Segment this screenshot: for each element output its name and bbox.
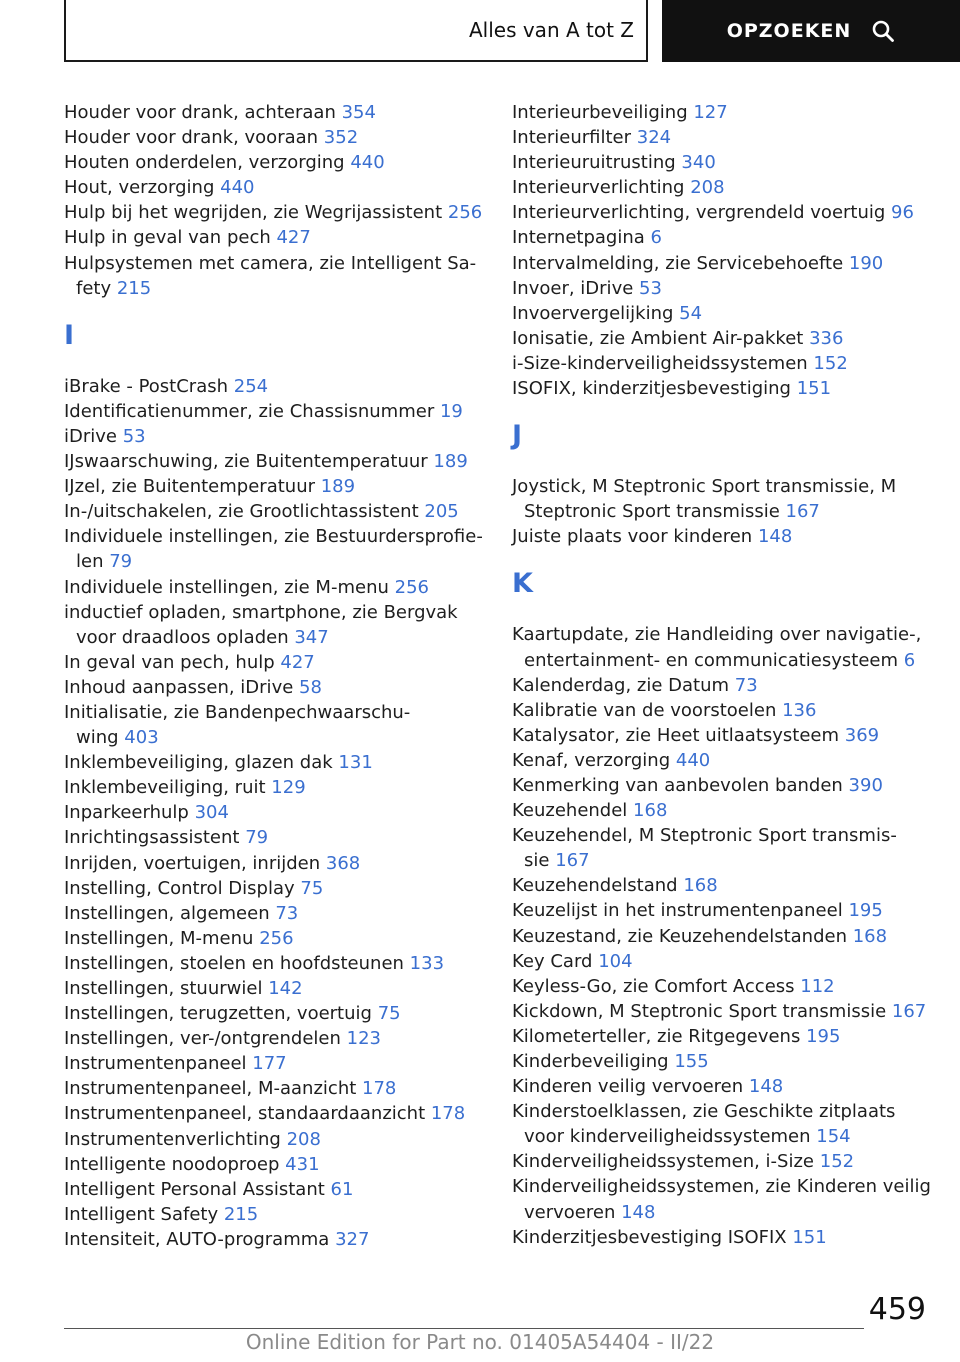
index-letter-heading: K: [512, 568, 533, 600]
page-reference-link[interactable]: 215: [223, 1203, 259, 1225]
page-reference-link[interactable]: 75: [300, 877, 324, 899]
index-entry: [512, 974, 942, 999]
page-reference-link[interactable]: 256: [394, 576, 429, 598]
page-reference-link[interactable]: 324: [636, 127, 672, 149]
entry-text: Intelligent Personal Assistant: [64, 1178, 325, 1200]
entry-text: Kinderstoelklassen, zie Geschikte zitplaats: [512, 1101, 896, 1123]
entry-text: Internetpagina: [512, 227, 645, 249]
entry-text: Kinderzitjesbevestiging ISOFIX: [512, 1226, 787, 1248]
page-reference-link[interactable]: 440: [220, 177, 255, 199]
index-entry: [64, 700, 494, 750]
index-entry: [64, 251, 494, 301]
page-reference-link[interactable]: 6: [650, 227, 662, 249]
entry-text: i-Size-kinderveiligheidssystemen: [512, 352, 808, 374]
page-reference-link[interactable]: 123: [346, 1028, 381, 1050]
entry-text: Inrijden, voertuigen, inrijden: [64, 852, 321, 874]
page-reference-link[interactable]: 431: [285, 1153, 320, 1175]
entry-text: fety: [76, 277, 112, 299]
index-entry: [64, 976, 494, 1001]
entry-text: Hulp bij het wegrijden, zie Wegrijassistent: [64, 202, 443, 224]
page-reference-link[interactable]: 168: [683, 875, 718, 897]
entry-text: Instelling, Control Display: [64, 877, 295, 899]
entry-text: Houder voor drank, vooraan: [64, 127, 319, 149]
entry-text: Interieurverlichting: [512, 177, 685, 199]
index-entry: [64, 225, 494, 250]
entry-text: Keuzehendelstand: [512, 875, 678, 897]
index-entry: [512, 823, 942, 873]
entry-text: Inhoud aanpassen, iDrive: [64, 676, 294, 698]
entry-text: Kinderen veilig vervoeren: [512, 1076, 744, 1098]
page-reference-link[interactable]: 151: [792, 1226, 827, 1248]
index-entry: [64, 424, 494, 449]
entry-text: Keyless-Go, zie Comfort Access: [512, 975, 795, 997]
footer-edition: Online Edition for Part no. 01405A54404 - II/22: [245, 1330, 715, 1354]
index-entry: [512, 150, 942, 175]
page-reference-link[interactable]: 142: [268, 978, 303, 999]
entry-text: Steptronic Sport transmissie: [524, 501, 780, 523]
entry-text: Kaartupdate, zie Handleiding over navigatie-,: [512, 624, 922, 646]
index-entry: [512, 924, 942, 949]
page-reference-link[interactable]: 254: [233, 375, 269, 397]
section-title: Alles van A tot Z: [468, 18, 634, 42]
entry-text: Instellingen, M-menu: [64, 927, 254, 949]
index-entry: [512, 1074, 942, 1099]
entry-text: Intelligent Safety: [64, 1203, 219, 1225]
entry-text: Invoervergelijking: [512, 302, 674, 324]
entry-text: Initialisatie, zie Bandenpechwaarschu-: [64, 701, 411, 723]
index-entry: [512, 326, 942, 351]
entry-text: Hout, verzorging: [64, 177, 215, 199]
entry-text: IJzel, zie Buitentemperatuur: [64, 476, 315, 498]
page-reference-link[interactable]: 152: [813, 352, 848, 374]
page-reference-link[interactable]: 369: [844, 724, 880, 746]
page-reference-link[interactable]: 96: [891, 202, 914, 224]
index-entry: [512, 276, 942, 301]
page-reference-link[interactable]: 168: [852, 925, 888, 947]
entry-text: Intervalmelding, zie Servicebehoefte: [512, 252, 844, 274]
page-reference-link[interactable]: 104: [598, 950, 633, 972]
entry-text: Inrichtingsassistent: [64, 827, 240, 849]
index-entry: [512, 673, 942, 698]
index-entry: [512, 1049, 942, 1074]
search-label: OPZOEKEN: [726, 20, 852, 42]
entry-text: Houder voor drank, achteraan: [64, 102, 336, 123]
index-entry: [512, 1225, 942, 1250]
page-reference-link[interactable]: 440: [675, 749, 711, 771]
index-entry: [64, 1227, 494, 1252]
page-reference-link[interactable]: 136: [782, 699, 817, 721]
entry-text: Katalysator, zie Heet uitlaatsysteem: [512, 724, 840, 746]
page-reference-link[interactable]: 336: [809, 327, 844, 349]
entry-text: entertainment- en communicatiesysteem: [524, 649, 899, 671]
entry-text: In-/uitschakelen, zie Grootlichtassistent: [64, 501, 419, 523]
index-entry: [512, 351, 942, 376]
entry-text: Individuele instellingen, zie Bestuurdersprofie-: [64, 526, 483, 548]
entry-text: Kinderveiligheidssystemen, zie Kinderen veilig: [512, 1176, 931, 1198]
entry-text: Kickdown, M Steptronic Sport transmissie: [512, 1000, 887, 1022]
page-reference-link[interactable]: 127: [693, 102, 728, 123]
index-entry: [512, 125, 942, 150]
entry-text: Joystick, M Steptronic Sport transmissie, M: [512, 476, 897, 498]
page-reference-link[interactable]: 152: [819, 1151, 855, 1173]
index-entry: [64, 675, 494, 700]
index-entry: [512, 1024, 942, 1049]
page-reference-link[interactable]: 167: [891, 1000, 927, 1022]
index-entry: [64, 650, 494, 675]
entry-text: Key Card: [512, 950, 593, 972]
entry-text: Invoer, iDrive: [512, 277, 634, 299]
page-reference-link[interactable]: 327: [335, 1228, 370, 1250]
entry-text: Kinderveiligheidssystemen, i-Size: [512, 1151, 815, 1173]
index-entry: [64, 524, 494, 574]
index-entry: [64, 775, 494, 800]
entry-text: Instellingen, stuurwiel: [64, 978, 263, 999]
index-entry: [64, 1001, 494, 1026]
entry-text: Ionisatie, zie Ambient Air-pakket: [512, 327, 804, 349]
entry-text: Keuzehendel, M Steptronic Sport transmis-: [512, 825, 897, 847]
index-column-left: [64, 100, 494, 1252]
entry-text: Kalibratie van de voorstoelen: [512, 699, 777, 721]
entry-text: inductief opladen, smartphone, zie Bergvak: [64, 601, 458, 623]
page-reference-link[interactable]: 340: [681, 152, 716, 174]
page-reference-link[interactable]: 352: [323, 127, 359, 149]
page-reference-link[interactable]: 131: [338, 752, 373, 774]
index-entry: [64, 150, 494, 175]
index-entry: [512, 748, 942, 773]
entry-text: Instrumentenpaneel, M-aanzicht: [64, 1078, 357, 1100]
page-reference-link[interactable]: 190: [848, 252, 884, 274]
index-entry: [512, 873, 942, 898]
page-reference-link[interactable]: 53: [639, 277, 662, 299]
index-entry: [512, 175, 942, 200]
index-entry: [64, 750, 494, 775]
index-entry: [64, 449, 494, 474]
entry-text: In geval van pech, hulp: [64, 651, 275, 673]
page-reference-link[interactable]: 195: [848, 900, 883, 922]
index-entry: [512, 200, 942, 225]
index-entry: [512, 524, 942, 549]
entry-text: wing: [76, 727, 119, 749]
index-entry: [512, 898, 942, 923]
entry-text: IJswaarschuwing, zie Buitentemperatuur: [64, 451, 428, 473]
entry-text: Keuzehendel: [512, 800, 628, 822]
entry-text: Intelligente noodoproep: [64, 1153, 280, 1175]
page-reference-link[interactable]: 403: [124, 727, 159, 749]
page-reference-link[interactable]: 178: [362, 1078, 397, 1100]
index-entry: [512, 376, 942, 401]
entry-text: vervoeren: [524, 1201, 616, 1223]
index-entry: [64, 1026, 494, 1051]
entry-text: Kilometerteller, zie Ritgegevens: [512, 1025, 801, 1047]
index-entry: [512, 773, 942, 798]
entry-text: Instellingen, ver-/ontgrendelen: [64, 1028, 341, 1050]
page-reference-link[interactable]: 347: [294, 626, 329, 648]
page-reference-link[interactable]: 390: [848, 774, 883, 796]
entry-text: Keuzelijst in het instrumentenpaneel: [512, 900, 843, 922]
entry-text: Interieurverlichting, vergrendeld voertuig: [512, 202, 886, 224]
index-entry: [512, 100, 942, 125]
index-entry: [64, 200, 494, 225]
index-entry: [64, 901, 494, 926]
index-entry: [64, 499, 494, 524]
index-entry: [64, 474, 494, 499]
entry-text: Kinderbeveiliging: [512, 1051, 669, 1072]
entry-text: Kenmerking van aanbevolen banden: [512, 774, 843, 796]
entry-text: Interieurfilter: [512, 127, 632, 149]
page-reference-link[interactable]: 427: [276, 227, 311, 249]
page-reference-link[interactable]: 151: [796, 378, 832, 400]
entry-text: Instrumentenpaneel, standaardaanzicht: [64, 1103, 426, 1125]
page-reference-link[interactable]: 155: [674, 1051, 709, 1072]
page-reference-link[interactable]: 440: [350, 152, 385, 174]
index-entry: [512, 301, 942, 326]
search-button[interactable]: [662, 0, 960, 62]
index-entry: [64, 1127, 494, 1152]
index-entry: [512, 798, 942, 823]
page-reference-link[interactable]: 178: [430, 1103, 466, 1125]
index-entry: [512, 999, 942, 1024]
entry-text: Instellingen, stoelen en hoofdsteunen: [64, 952, 404, 974]
page-reference-link[interactable]: 368: [325, 852, 361, 874]
page-reference-link[interactable]: 148: [621, 1201, 656, 1223]
entry-text: Identificatienummer, zie Chassisnummer: [64, 400, 435, 422]
page-reference-link[interactable]: 195: [806, 1025, 841, 1047]
index-entry: [64, 1152, 494, 1177]
entry-text: iDrive: [64, 425, 117, 447]
page-reference-link[interactable]: 112: [800, 975, 835, 997]
index-entry: [64, 1177, 494, 1202]
index-entry: [512, 1174, 942, 1224]
page-reference-link[interactable]: 79: [245, 827, 269, 849]
index-entry: [64, 800, 494, 825]
page-reference-link[interactable]: 19: [439, 400, 463, 422]
entry-text: Hulp in geval van pech: [64, 227, 271, 249]
page-reference-link[interactable]: 133: [409, 952, 445, 974]
entry-text: Interieuruitrusting: [512, 152, 676, 174]
index-entry: [64, 1202, 494, 1227]
index-entry: [64, 825, 494, 850]
index-entry: [64, 575, 494, 600]
entry-text: Intensiteit, AUTO-programma: [64, 1228, 330, 1250]
index-entry: [512, 622, 942, 672]
entry-text: Houten onderdelen, verzorging: [64, 152, 345, 174]
footer-divider: [64, 1328, 864, 1329]
entry-text: sie: [524, 850, 550, 872]
page-reference-link[interactable]: 79: [109, 551, 133, 573]
index-entry: [64, 1051, 494, 1076]
page-reference-link[interactable]: 148: [748, 1076, 784, 1098]
page-reference-link[interactable]: 6: [903, 649, 916, 671]
entry-text: Kalenderdag, zie Datum: [512, 674, 730, 696]
page-reference-link[interactable]: 215: [116, 277, 152, 299]
index-entry: [64, 876, 494, 901]
index-entry: [512, 474, 942, 524]
entry-text: Interieurbeveiliging: [512, 102, 688, 123]
index-column-right: [512, 100, 942, 1250]
entry-text: Hulpsystemen met camera, zie Intelligent Sa-: [64, 252, 477, 274]
page-reference-link[interactable]: 208: [690, 177, 725, 199]
index-entry: [512, 698, 942, 723]
entry-text: Inparkeerhulp: [64, 802, 189, 824]
index-entry: [64, 951, 494, 976]
page-reference-link[interactable]: 154: [816, 1126, 851, 1148]
page-reference-link[interactable]: 168: [633, 800, 668, 822]
page-reference-link[interactable]: 427: [280, 651, 315, 673]
index-entry: [512, 251, 942, 276]
entry-text: Instrumentenverlichting: [64, 1128, 281, 1150]
entry-text: Instellingen, terugzetten, voertuig: [64, 1003, 372, 1025]
entry-text: Inklembeveiliging, ruit: [64, 777, 266, 799]
entry-text: Instellingen, algemeen: [64, 902, 270, 924]
page-reference-link[interactable]: 205: [424, 501, 459, 523]
entry-text: Instrumentenpaneel: [64, 1053, 247, 1075]
index-entry: [512, 723, 942, 748]
page-reference-link[interactable]: 148: [757, 526, 793, 548]
page-reference-link[interactable]: 354: [341, 102, 376, 123]
page-reference-link[interactable]: 53: [122, 425, 146, 447]
page-reference-link[interactable]: 167: [785, 501, 820, 523]
page-reference-link[interactable]: 75: [377, 1003, 401, 1025]
page-reference-link[interactable]: 58: [299, 676, 322, 698]
page-reference-link[interactable]: 129: [271, 777, 306, 799]
index-letter-heading: I: [64, 319, 75, 351]
index-entry: [64, 374, 494, 399]
index-entry: [64, 100, 494, 125]
index-entry: [512, 1149, 942, 1174]
top-navigation: [64, 0, 960, 64]
page-number: 459: [868, 1292, 926, 1327]
entry-text: voor draadloos opladen: [76, 626, 289, 648]
entry-text: len: [76, 551, 104, 573]
page-reference-link[interactable]: 189: [320, 476, 356, 498]
page-reference-link[interactable]: 177: [252, 1053, 287, 1075]
page-reference-link[interactable]: 256: [447, 202, 483, 224]
entry-text: Kenaf, verzorging: [512, 749, 671, 771]
index-entry: [64, 926, 494, 951]
index-entry: [512, 1099, 942, 1149]
index-entry: [64, 175, 494, 200]
section-tab[interactable]: [64, 0, 648, 62]
search-icon: [871, 19, 895, 43]
entry-text: Individuele instellingen, zie M-menu: [64, 576, 389, 598]
index-entry: [64, 125, 494, 150]
entry-text: Inklembeveiliging, glazen dak: [64, 752, 333, 774]
page-reference-link[interactable]: 73: [734, 674, 758, 696]
page-reference-link[interactable]: 304: [194, 802, 229, 824]
index-entry: [64, 600, 494, 650]
page-reference-link[interactable]: 54: [679, 302, 703, 324]
index-entry: [64, 1101, 494, 1126]
index-letter-heading: J: [512, 420, 523, 452]
index-entry: [512, 949, 942, 974]
entry-text: Juiste plaats voor kinderen: [512, 526, 753, 548]
index-entry: [512, 225, 942, 250]
entry-text: voor kinderveiligheidssystemen: [524, 1126, 811, 1148]
entry-text: Keuzestand, zie Keuzehendelstanden: [512, 925, 847, 947]
page-reference-link[interactable]: 189: [433, 451, 468, 473]
entry-text: iBrake - PostCrash: [64, 375, 229, 397]
index-entry: [64, 1076, 494, 1101]
entry-text: ISOFIX, kinderzitjesbevestiging: [512, 378, 791, 400]
page-reference-link[interactable]: 167: [555, 850, 590, 872]
page-reference-link[interactable]: 208: [286, 1128, 321, 1150]
index-entry: [64, 399, 494, 424]
index-entry: [64, 851, 494, 876]
page-reference-link[interactable]: 73: [275, 902, 299, 924]
page-reference-link[interactable]: 256: [259, 927, 294, 949]
page-reference-link[interactable]: 61: [330, 1178, 354, 1200]
